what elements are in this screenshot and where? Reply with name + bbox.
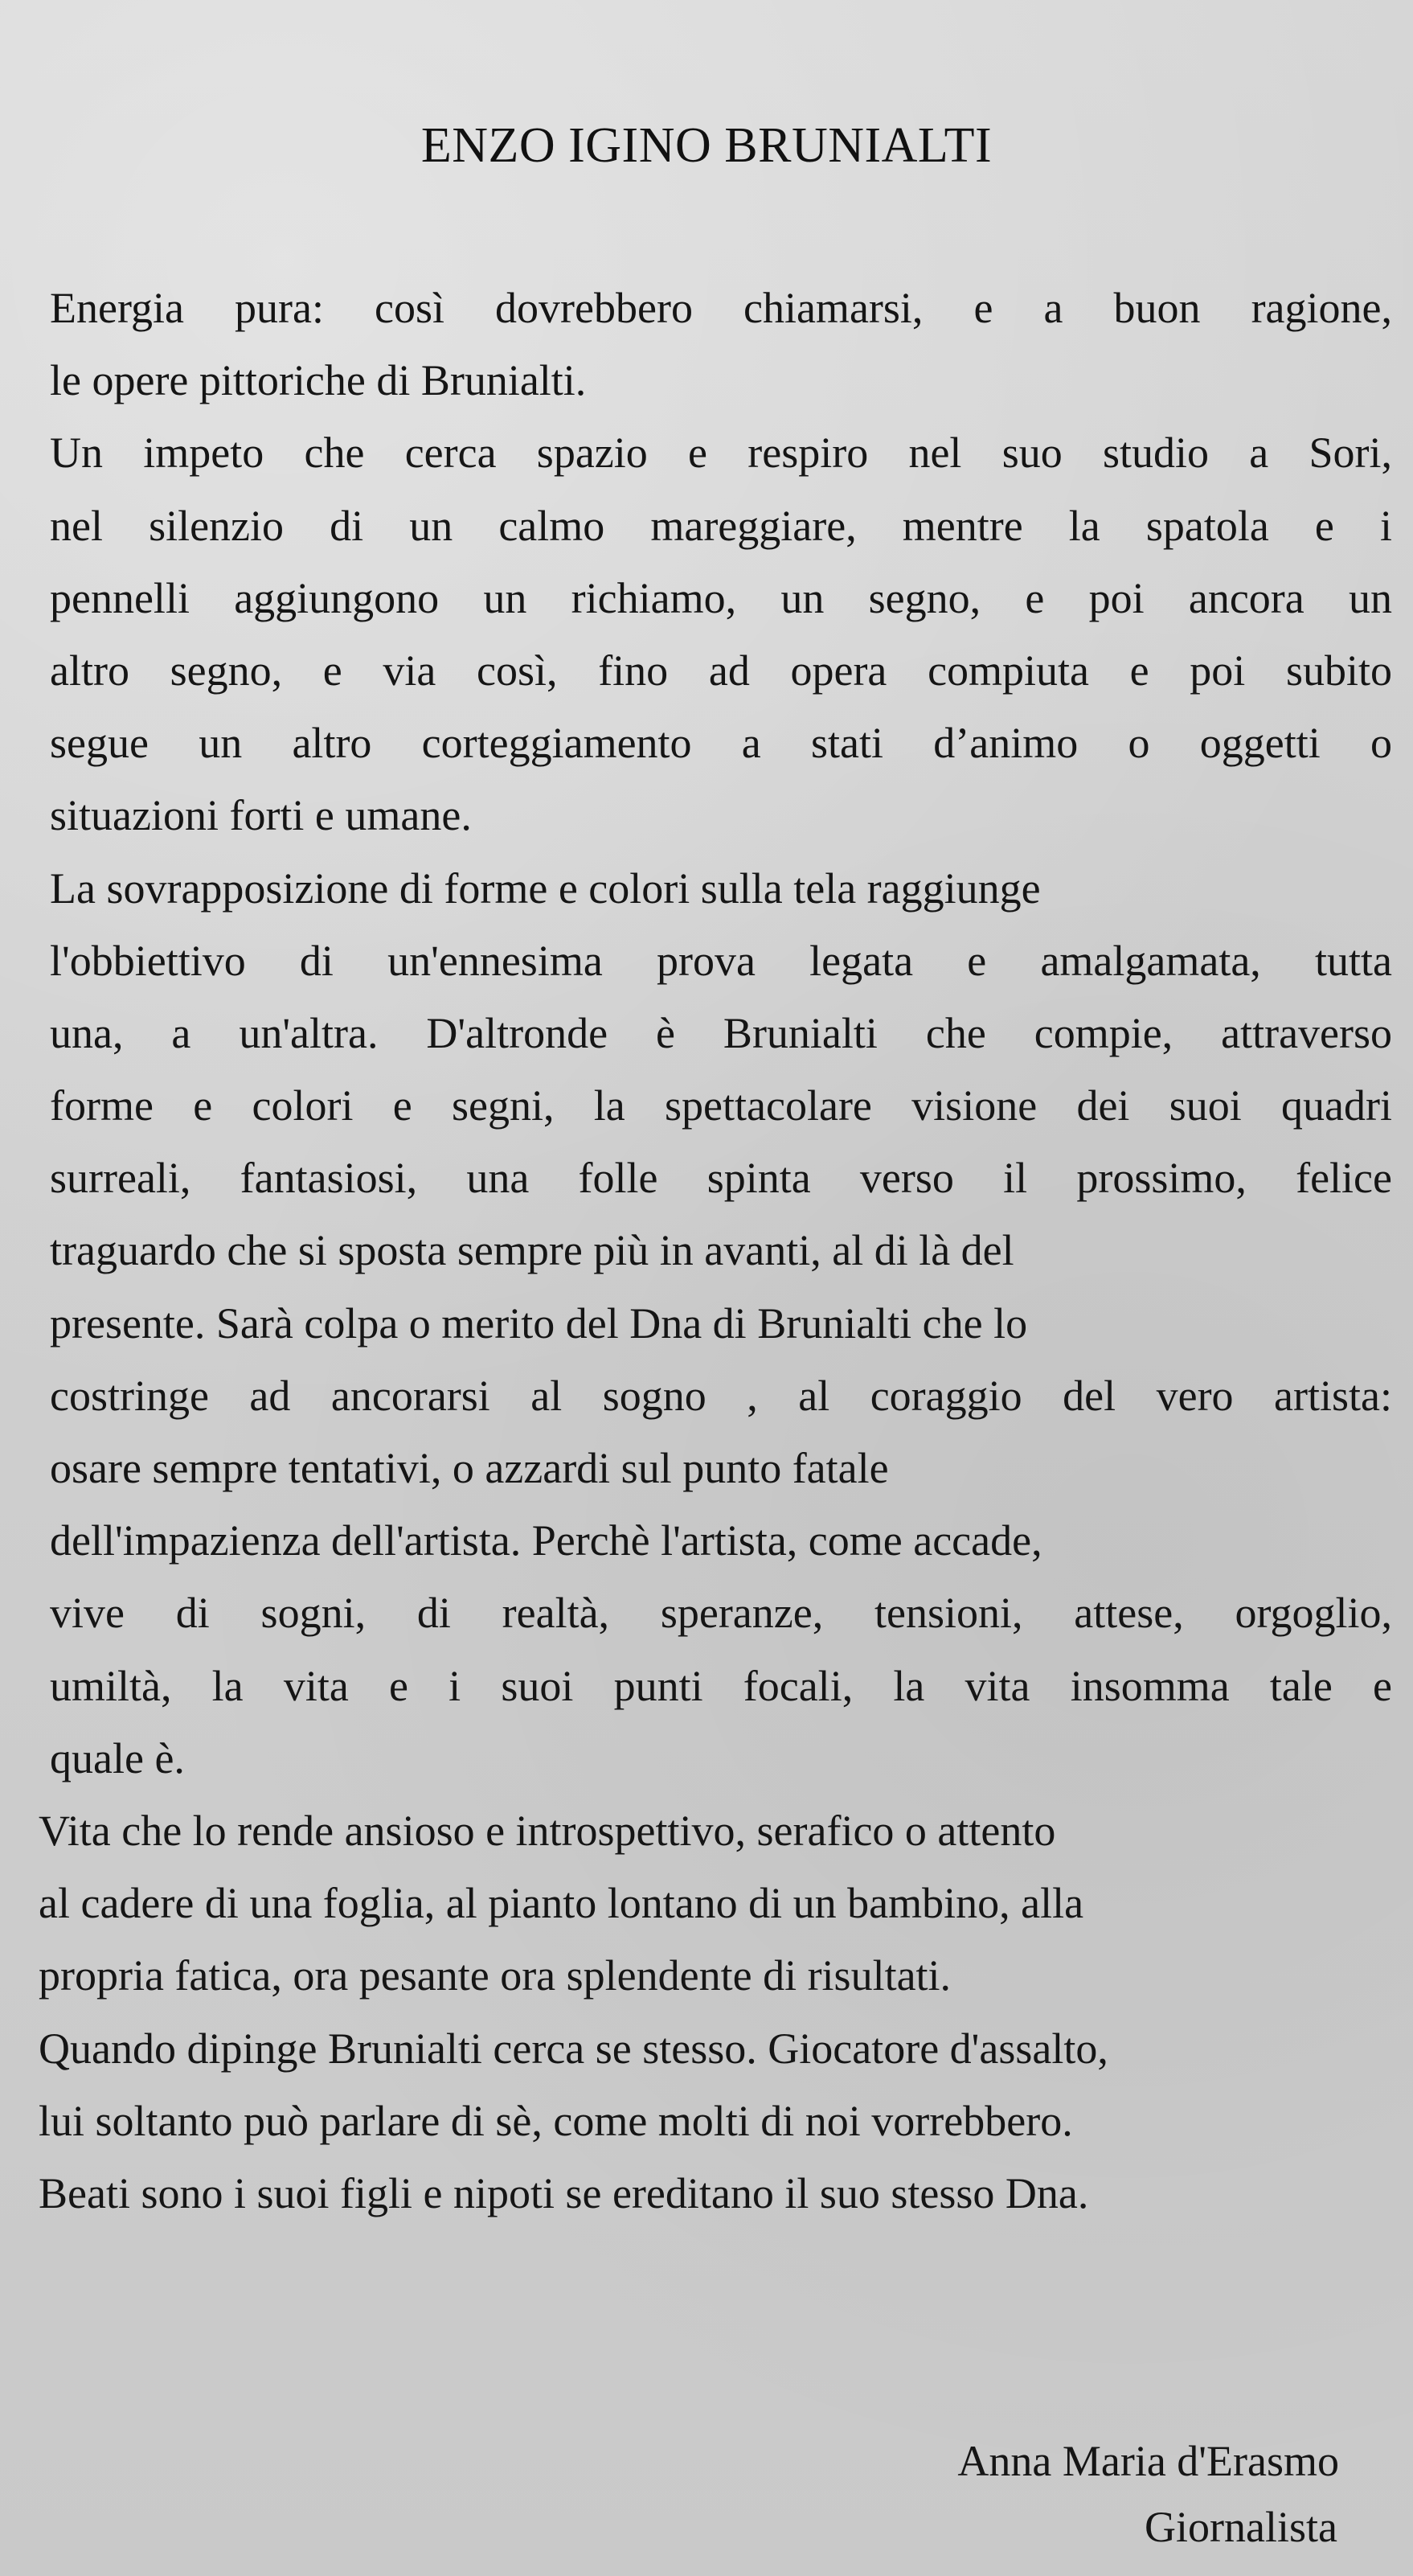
text-line: Energia pura: così dovrebbero chiamarsi, e a buon ragione, — [50, 284, 1392, 332]
signature-name: Anna Maria d'Erasmo — [957, 2437, 1339, 2485]
text-line: forme e colori e segni, la spettacolare visione dei suoi quadri — [50, 1081, 1392, 1130]
text-line: La sovrapposizione di forme e colori sulla tela raggiunge — [50, 863, 1041, 913]
text-line: traguardo che si sposta sempre più in avanti, al di là del — [50, 1226, 1014, 1275]
text-line: osare sempre tentativi, o azzardi sul punto fatale — [50, 1444, 889, 1492]
text-line: quale è. — [50, 1733, 185, 1782]
text-line: vive di sogni, di realtà, speranze, tensioni, attese, orgoglio, — [50, 1589, 1392, 1638]
text-line: umiltà, la vita e i suoi punti focali, la vita insomma tale e — [50, 1661, 1392, 1710]
text-line: le opere pittoriche di Brunialti. — [50, 356, 587, 405]
text-line: Quando dipinge Brunialti cerca se stesso. Giocatore d'assalto, — [39, 2024, 1108, 2073]
text-line: Un impeto che cerca spazio e respiro nel suo studio a Sori, — [50, 429, 1392, 478]
text-line: Beati sono i suoi figli e nipoti se ereditano il suo stesso Dna. — [39, 2168, 1089, 2217]
text-line: costringe ad ancorarsi al sogno , al coraggio del vero artista: — [50, 1371, 1392, 1420]
signature-role: Giornalista — [1145, 2503, 1337, 2551]
text-line: Vita che lo rende ansioso e introspettivo, serafico o attento — [39, 1806, 1056, 1855]
text-line: situazioni forti e umane. — [50, 791, 472, 840]
text-line: presente. Sarà colpa o merito del Dna di Brunialti che lo — [50, 1298, 1028, 1347]
text-line: pennelli aggiungono un richiamo, un segno, e poi ancora un — [50, 573, 1392, 622]
text-line: nel silenzio di un calmo mareggiare, mentre la spatola e i — [50, 501, 1392, 550]
text-line: al cadere di una foglia, al pianto lontano di un bambino, alla — [39, 1879, 1084, 1928]
text-line: una, a un'altra. D'altronde è Brunialti che compie, attraverso — [50, 1008, 1392, 1057]
document-title: ENZO IGINO BRUNIALTI — [420, 118, 993, 173]
text-line: altro segno, e via così, fino ad opera compiuta e poi subito — [50, 646, 1392, 695]
text-line: surreali, fantasiosi, una folle spinta verso il prossimo, felice — [50, 1154, 1392, 1203]
text-line: l'obbiettivo di un'ennesima prova legata e amalgamata, tutta — [50, 936, 1392, 985]
text-line: segue un altro corteggiamento a stati d’animo o oggetti o — [50, 719, 1392, 768]
text-line: lui soltanto può parlare di sè, come molti di noi vorrebbero. — [39, 2096, 1073, 2145]
document-body — [39, 272, 1392, 2229]
text-line: propria fatica, ora pesante ora splendente di risultati. — [39, 1951, 952, 2000]
text-line: dell'impazienza dell'artista. Perchè l'artista, come accade, — [50, 1516, 1042, 1565]
